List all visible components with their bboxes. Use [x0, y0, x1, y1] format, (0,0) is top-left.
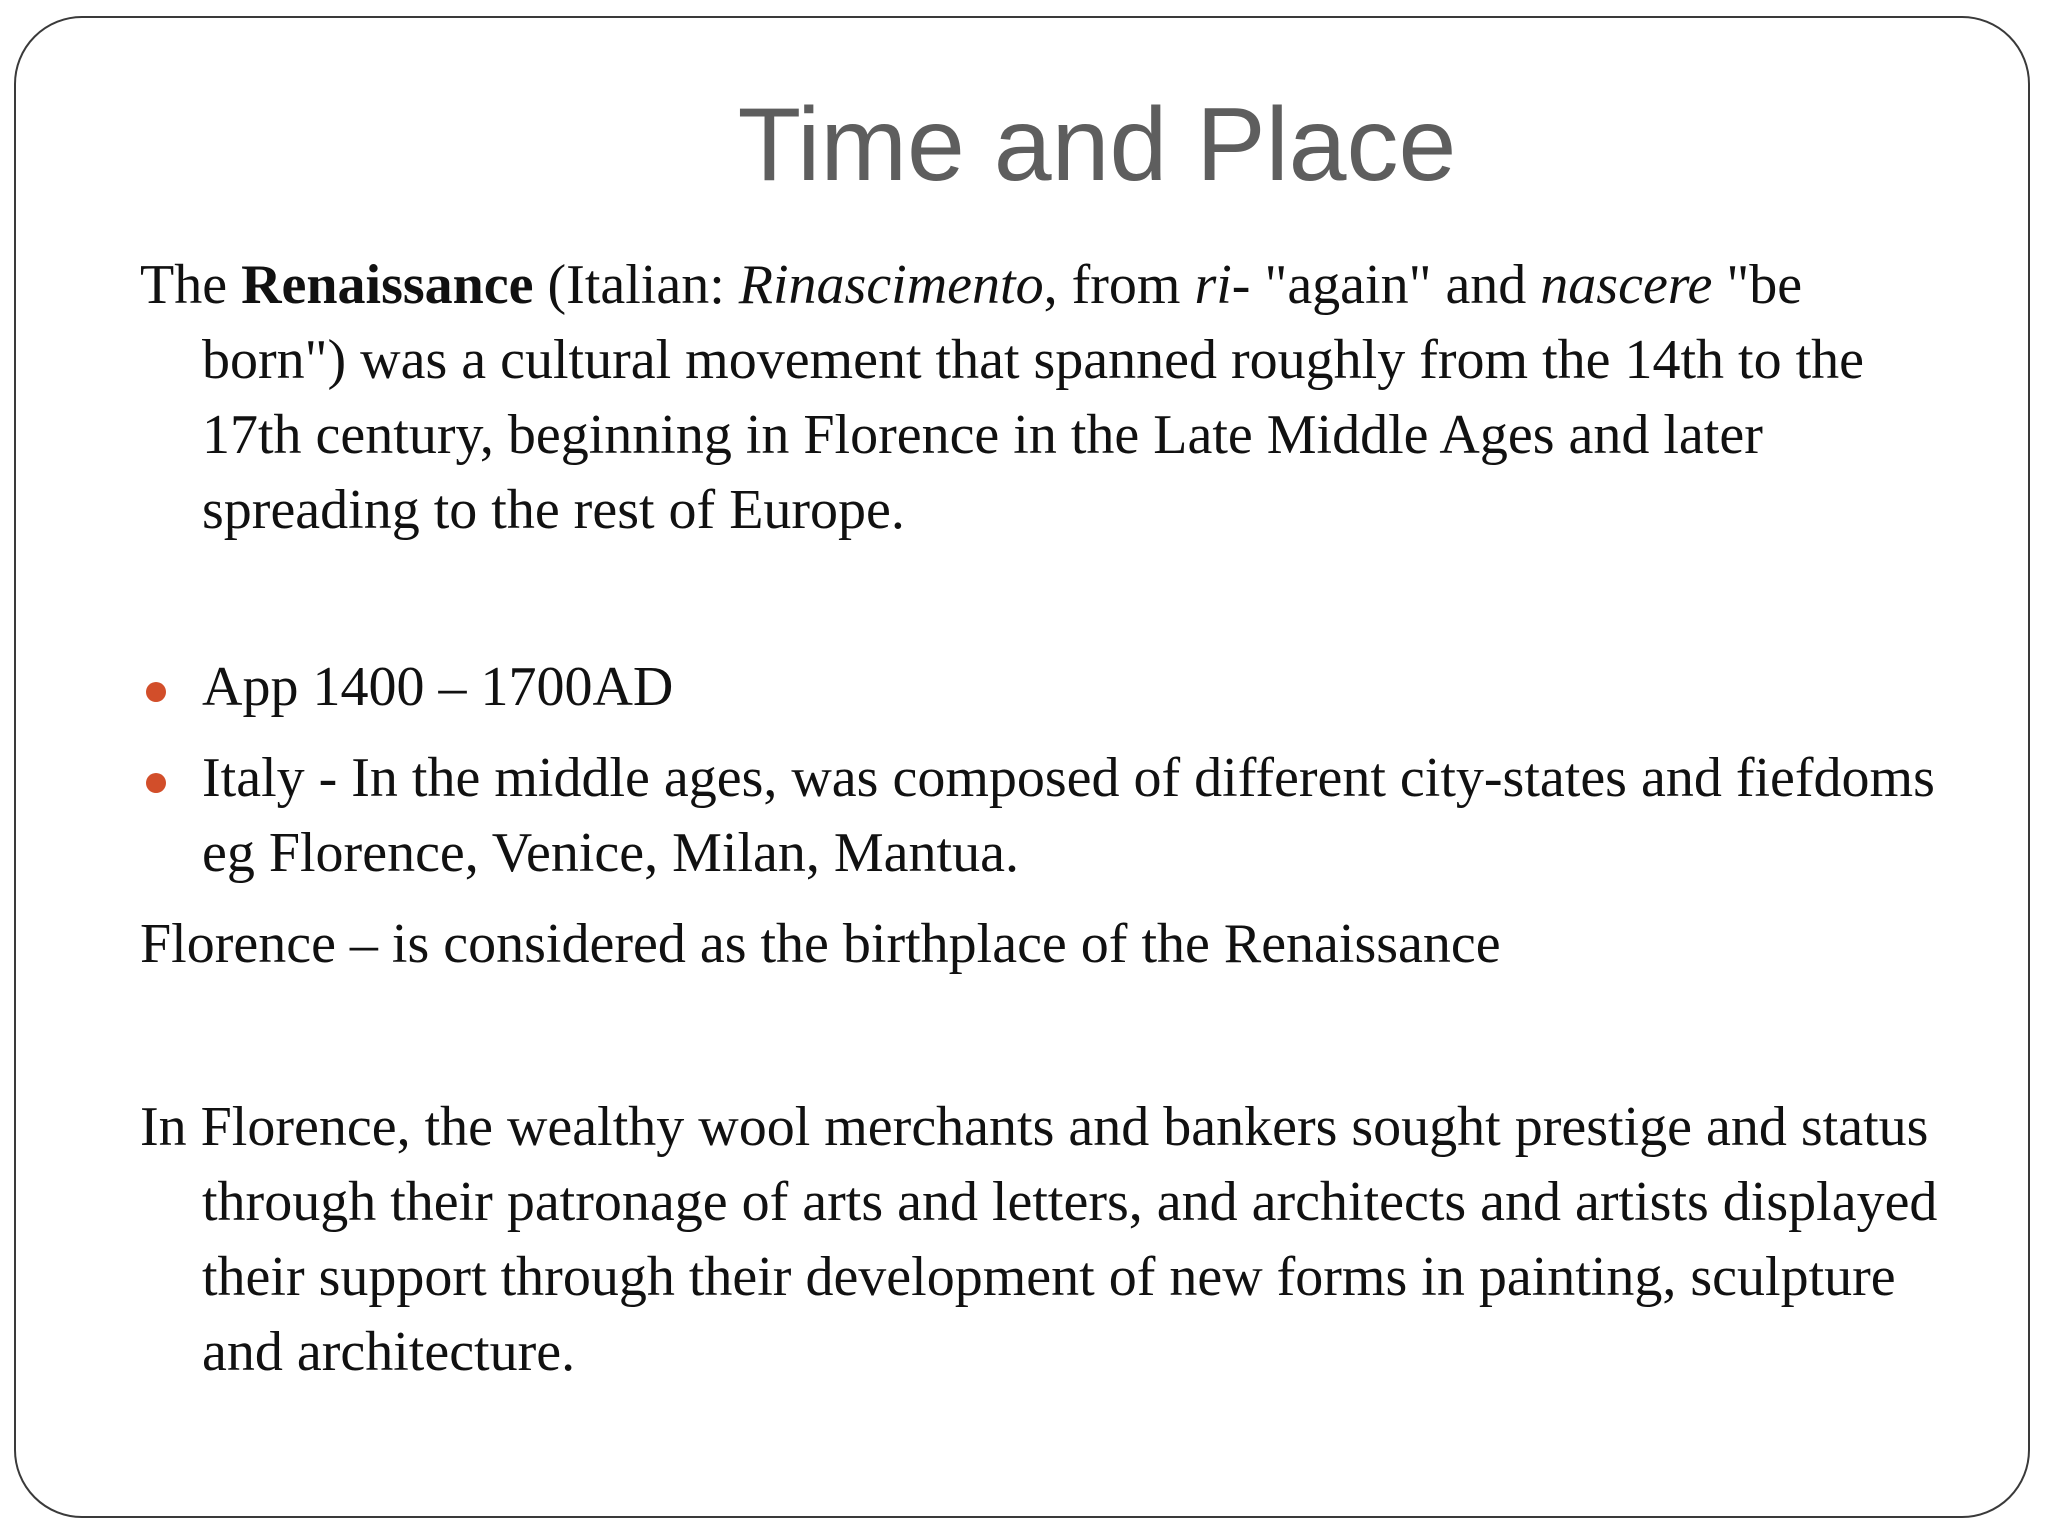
intro-term-nascere: nascere	[1540, 254, 1713, 316]
intro-text-1: The	[140, 254, 242, 316]
intro-paragraph	[140, 248, 1950, 548]
intro-text-2: (Italian:	[533, 254, 739, 316]
bullet-dot-icon	[146, 682, 166, 702]
bullet-item-dates	[140, 650, 1950, 725]
bullet-list	[140, 650, 1950, 891]
slide-title: Time and Place	[737, 87, 1457, 203]
closing-block	[140, 1090, 1950, 1390]
bullet-dot-icon	[146, 773, 166, 793]
florence-block	[140, 907, 1950, 982]
intro-term-rinascimento: Rinascimento	[738, 254, 1044, 316]
intro-term-renaissance: Renaissance	[241, 254, 534, 316]
bullet-text: App 1400 – 1700AD	[202, 656, 674, 718]
bullet-text: Italy - In the middle ages, was composed of different city-states and fiefdoms eg Florence, Venice, Milan, Mantua.	[202, 747, 1935, 884]
intro-text-5: "be born") was a cultural movement that spanned roughly from the 14th to the 17th century, beginning in Florence in the Late Middle Ages and later spreading to the rest of Europe.	[202, 254, 1865, 541]
intro-text-4: "again" and	[1250, 254, 1541, 316]
bullet-item-italy	[140, 741, 1950, 891]
intro-text-3: , from	[1043, 254, 1195, 316]
florence-line: Florence – is considered as the birthplace of the Renaissance	[140, 913, 1501, 975]
intro-term-ri: ri-	[1194, 254, 1251, 316]
intro-block	[140, 248, 1950, 548]
closing-paragraph: In Florence, the wealthy wool merchants and bankers sought prestige and status through their patronage of arts and letters, and architects and artists displayed their support through their development of new forms in painting, sculpture and architecture.	[140, 1096, 1938, 1383]
